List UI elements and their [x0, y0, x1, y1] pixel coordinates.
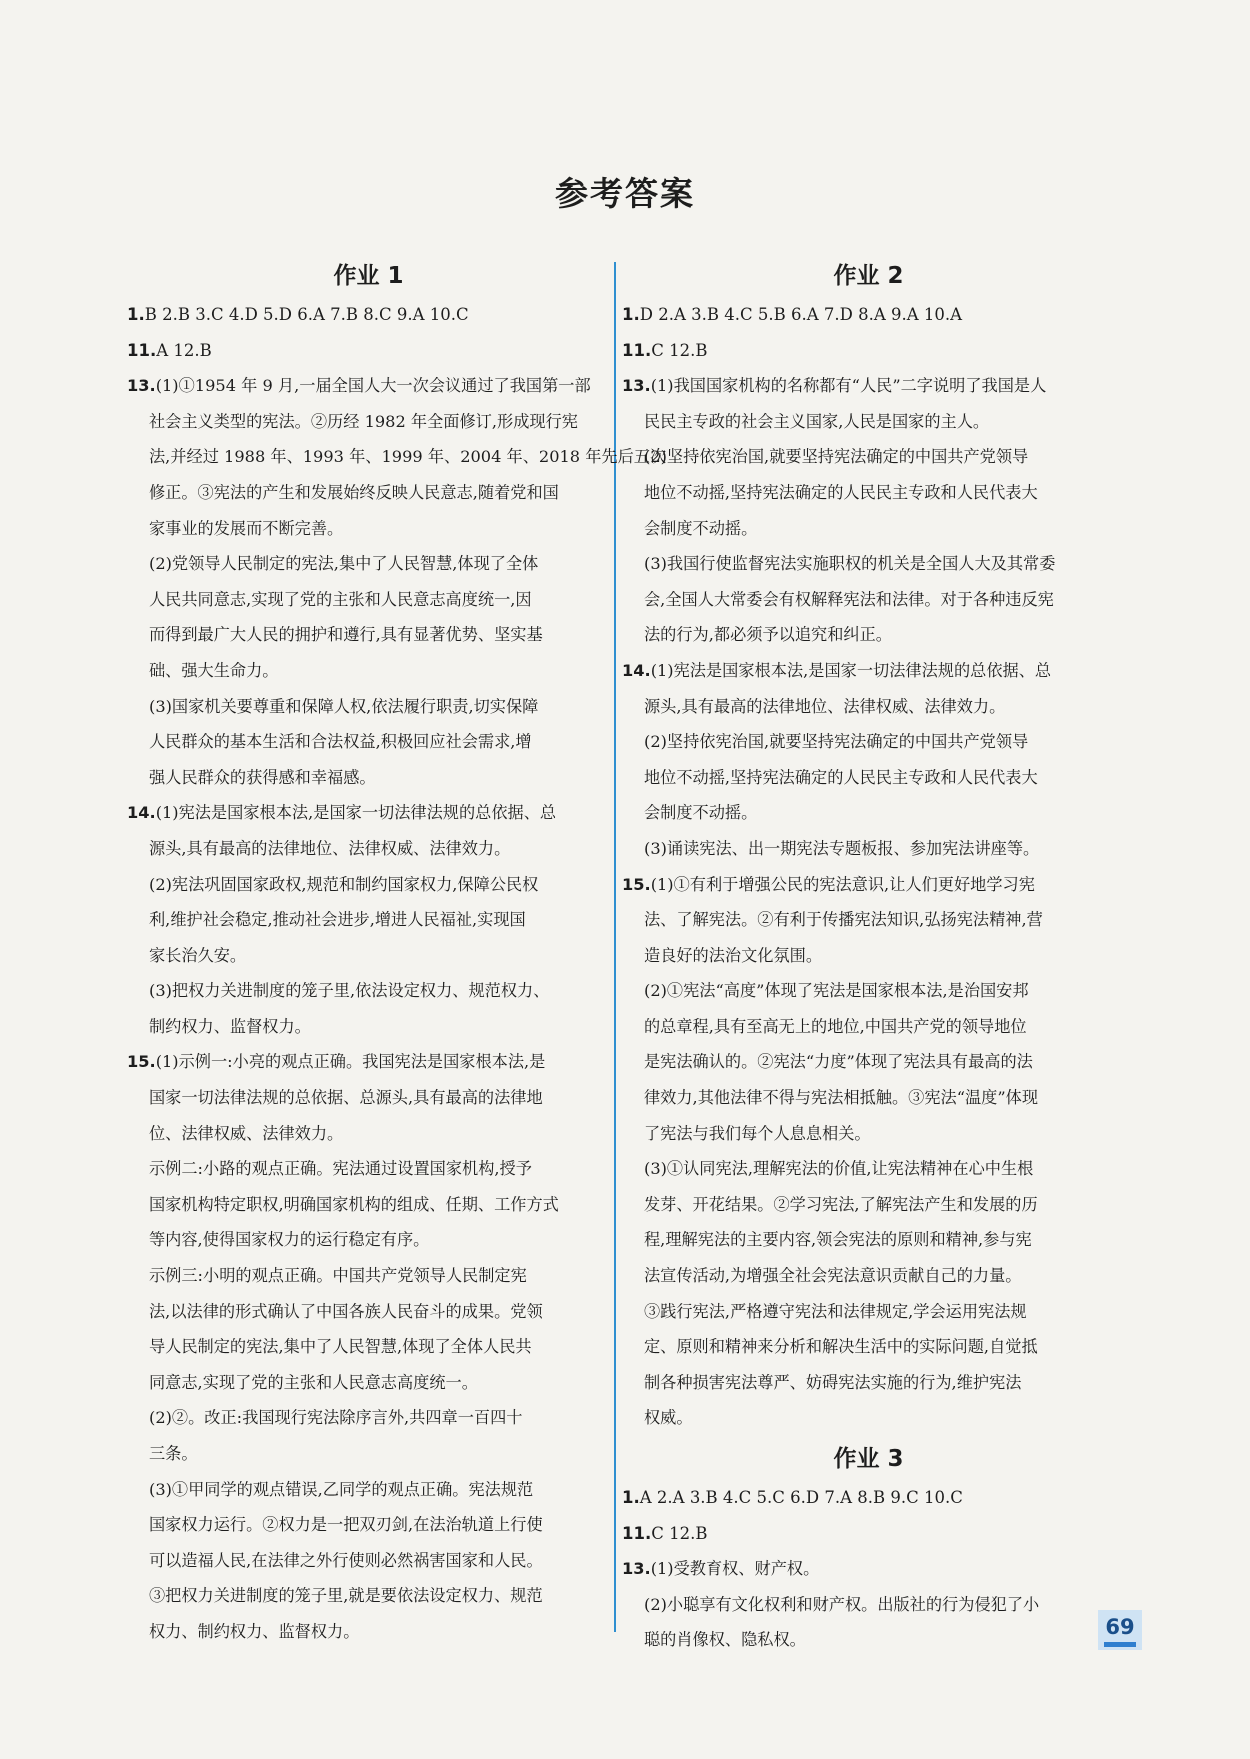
answer-text: 示例三:小明的观点正确。中国共产党领导人民制定宪 [149, 1266, 527, 1286]
page-title: 参考答案 [555, 174, 695, 213]
question-number: 1. [127, 305, 145, 324]
question-number: 14. [127, 803, 156, 823]
answer-line [622, 724, 1115, 760]
answer-text: 础、强大生命力。 [149, 660, 279, 680]
answer-line [622, 1080, 1115, 1116]
answer-line [622, 1587, 1115, 1623]
assignment-heading: 作业 1 [333, 263, 404, 289]
answer-line [127, 1044, 610, 1080]
answer-line [622, 475, 1115, 511]
answer-text: 同意志,实现了党的主张和人民意志高度统一。 [149, 1372, 478, 1392]
answer-text: A 2.A 3.B 4.C 5.C 6.D 7.A 8.B 9.C 10.C [639, 1488, 963, 1507]
answer-text: 权力、制约权力、监督权力。 [149, 1621, 360, 1641]
answer-text: 律效力,其他法律不得与宪法相抵触。③宪法“温度”体现 [644, 1088, 1039, 1108]
answer-line [622, 617, 1115, 653]
answer-line [622, 1151, 1115, 1187]
answer-text: 国家一切法律法规的总依据、总源头,具有最高的法律地 [149, 1088, 543, 1108]
answer-line [127, 795, 610, 831]
answer-line [622, 653, 1115, 689]
answer-text: 了宪法与我们每个人息息相关。 [644, 1123, 871, 1143]
answer-line [622, 1622, 1115, 1658]
answer-text: 而得到最广大人民的拥护和遵行,具有显著优势、坚实基 [149, 625, 543, 645]
answer-line [622, 333, 1115, 369]
answer-text: 权威。 [644, 1408, 693, 1428]
answer-line [127, 1080, 610, 1116]
answer-text: 法,并经过 1988 年、1993 年、1999 年、2004 年、2018 年先后五次 [149, 447, 667, 467]
answer-line [622, 1044, 1115, 1080]
answer-text: 社会主义类型的宪法。②历经 1982 年全面修订,形成现行宪 [149, 411, 578, 431]
answer-text: 家长治久安。 [149, 945, 247, 965]
answer-text: (3)我国行使监督宪法实施职权的机关是全国人大及其常委 [644, 554, 1056, 574]
answer-line [622, 1480, 1115, 1516]
answer-text: (2)小聪享有文化权利和财产权。出版社的行为侵犯了小 [644, 1594, 1040, 1614]
answer-line [127, 1116, 610, 1152]
answer-line [622, 1116, 1115, 1152]
answer-line [127, 1258, 610, 1294]
answer-text: 聪的肖像权、隐私权。 [644, 1630, 806, 1650]
answer-line [622, 1516, 1115, 1552]
answer-text: 等内容,使得国家权力的运行稳定有序。 [149, 1230, 430, 1250]
answer-text: (2)宪法巩固国家政权,规范和制约国家权力,保障公民权 [149, 874, 539, 894]
answer-text: 定、原则和精神来分析和解决生活中的实际问题,自觉抵 [644, 1337, 1038, 1357]
answer-line [127, 1400, 610, 1436]
answer-text: D 2.A 3.B 4.C 5.B 6.A 7.D 8.A 9.A 10.A [639, 305, 963, 324]
answer-text: (1)①有利于增强公民的宪法意识,让人们更好地学习宪 [650, 874, 1035, 894]
answer-text: 法的行为,都必须予以追究和纠正。 [644, 625, 892, 645]
answer-text: (1)我国国家机构的名称都有“人民”二字说明了我国是人 [650, 376, 1047, 396]
answer-line [622, 938, 1115, 974]
answer-line [127, 689, 610, 725]
question-number: 11. [127, 340, 157, 360]
answer-line [127, 297, 610, 333]
answer-line [622, 867, 1115, 903]
answer-list [622, 1480, 1115, 1658]
answer-text: (1)受教育权、财产权。 [650, 1559, 820, 1579]
answer-line [127, 1294, 610, 1330]
answer-line [622, 1400, 1115, 1436]
answer-text: (3)把权力关进制度的笼子里,依法设定权力、规范权力、 [149, 981, 550, 1001]
answer-text: B 2.B 3.C 4.D 5.D 6.A 7.B 8.C 9.A 10.C [144, 305, 469, 324]
answer-line [622, 404, 1115, 440]
question-number: 11. [622, 1523, 652, 1543]
answer-text: 示例二:小路的观点正确。宪法通过设置国家机构,授予 [149, 1159, 532, 1179]
answer-text: C 12.B [651, 340, 708, 360]
answer-line [127, 1329, 610, 1365]
answer-text: 源头,具有最高的法律地位、法律权威、法律效力。 [644, 696, 1006, 716]
answer-text: 法宣传活动,为增强全社会宪法意识贡献自己的力量。 [644, 1266, 1022, 1286]
answer-line [127, 973, 610, 1009]
answer-text: (2)坚持依宪治国,就要坚持宪法确定的中国共产党领导 [644, 447, 1029, 467]
answer-text: C 12.B [651, 1523, 708, 1543]
right-column [622, 255, 1115, 1658]
answer-line [127, 475, 610, 511]
answer-text: (1)宪法是国家根本法,是国家一切法律法规的总依据、总 [650, 660, 1052, 680]
answer-text: (1)宪法是国家根本法,是国家一切法律法规的总依据、总 [155, 803, 557, 823]
answer-text: 可以造福人民,在法律之外行使则必然祸害国家和人民。 [149, 1550, 543, 1570]
answer-text: 家事业的发展而不断完善。 [149, 518, 344, 538]
question-number: 13. [622, 376, 651, 396]
answer-line [622, 973, 1115, 1009]
answer-text: 民民主专政的社会主义国家,人民是国家的主人。 [644, 411, 990, 431]
answer-text: 会制度不动摇。 [644, 803, 758, 823]
answer-line [622, 297, 1115, 333]
answer-text: (3)①甲同学的观点错误,乙同学的观点正确。宪法规范 [149, 1479, 534, 1499]
answer-line [127, 333, 610, 369]
answer-text: 造良好的法治文化氛围。 [644, 945, 823, 965]
left-column [127, 255, 667, 1650]
answer-line [127, 1151, 610, 1187]
question-number: 13. [127, 376, 156, 396]
answer-text: ③践行宪法,严格遵守宪法和法律规定,学会运用宪法规 [644, 1301, 1027, 1321]
answer-text: 制各种损害宪法尊严、妨碍宪法实施的行为,维护宪法 [644, 1372, 1022, 1392]
assignment-heading: 作业 3 [833, 1446, 904, 1472]
answer-line [622, 831, 1115, 867]
answer-line [622, 1365, 1115, 1401]
answer-line [127, 760, 610, 796]
answer-line [127, 1222, 610, 1258]
answer-line [127, 404, 610, 440]
answer-line [622, 368, 1115, 404]
answer-text: 地位不动摇,坚持宪法确定的人民民主专政和人民代表大 [644, 482, 1038, 502]
answer-line [127, 938, 610, 974]
answer-text: A 12.B [156, 340, 212, 360]
answer-line [622, 760, 1115, 796]
answer-line [622, 1294, 1115, 1330]
answer-text: 人民群众的基本生活和合法权益,积极回应社会需求,增 [149, 732, 532, 752]
answer-text: 国家权力运行。②权力是一把双刃剑,在法治轨道上行使 [149, 1515, 543, 1535]
answer-line [622, 511, 1115, 547]
answer-text: 的总章程,具有至高无上的地位,中国共产党的领导地位 [644, 1016, 1027, 1036]
answer-line [127, 546, 610, 582]
answer-line [622, 1258, 1115, 1294]
answer-text: (3)国家机关要尊重和保障人权,依法履行职责,切实保障 [149, 696, 539, 716]
answer-line [127, 1365, 610, 1401]
question-number: 11. [622, 340, 652, 360]
answer-line [622, 689, 1115, 725]
answer-text: (1)①1954 年 9 月,一届全国人大一次会议通过了我国第一部 [155, 376, 591, 396]
question-number: 14. [622, 660, 651, 680]
answer-line [622, 546, 1115, 582]
answer-line [622, 1222, 1115, 1258]
answer-line [622, 795, 1115, 831]
answer-text: 三条。 [149, 1444, 198, 1463]
answer-text: 发芽、开花结果。②学习宪法,了解宪法产生和发展的历 [644, 1194, 1038, 1214]
page-number: 69 [1105, 1615, 1135, 1639]
answer-line [127, 1436, 610, 1472]
answer-line [127, 1009, 610, 1045]
answer-text: 制约权力、监督权力。 [149, 1016, 311, 1036]
badge-strip [1104, 1642, 1136, 1647]
answer-text: 程,理解宪法的主要内容,领会宪法的原则和精神,参与宪 [644, 1230, 1032, 1250]
answer-text: (2)党领导人民制定的宪法,集中了人民智慧,体现了全体 [149, 554, 539, 574]
answer-text: (2)坚持依宪治国,就要坚持宪法确定的中国共产党领导 [644, 732, 1029, 752]
answer-text: 地位不动摇,坚持宪法确定的人民民主专政和人民代表大 [644, 767, 1038, 787]
answer-line [127, 1614, 610, 1650]
answer-line [622, 1009, 1115, 1045]
answer-line [127, 1578, 610, 1614]
question-number: 15. [622, 874, 651, 894]
answer-text: 强人民群众的获得感和幸福感。 [149, 767, 376, 787]
answer-line [127, 653, 610, 689]
answer-line [622, 439, 1115, 475]
answer-line [127, 439, 667, 475]
answer-text: (3)诵读宪法、出一期宪法专题板报、参加宪法讲座等。 [644, 838, 1040, 858]
answer-text: 会,全国人大常委会有权解释宪法和法律。对于各种违反宪 [644, 589, 1054, 609]
answer-line [127, 1507, 610, 1543]
answer-list [622, 297, 1115, 1436]
answer-line [127, 902, 610, 938]
answer-line [127, 724, 610, 760]
question-number: 1. [622, 1488, 640, 1507]
answer-line [127, 1543, 610, 1579]
answer-line [622, 582, 1115, 618]
answer-line [622, 1551, 1115, 1587]
answer-line [622, 902, 1115, 938]
answer-line [127, 582, 610, 618]
answer-text: 国家机构特定职权,明确国家机构的组成、任期、工作方式 [149, 1194, 559, 1214]
question-number: 13. [622, 1559, 651, 1579]
answer-text: 是宪法确认的。②宪法“力度”体现了宪法具有最高的法 [644, 1052, 1033, 1072]
question-number: 15. [127, 1052, 156, 1072]
answer-text: 位、法律权威、法律效力。 [149, 1123, 344, 1143]
answer-line [622, 1187, 1115, 1223]
answer-list [127, 297, 667, 1650]
question-number: 1. [622, 305, 640, 324]
answer-line [127, 511, 610, 547]
answer-text: (3)①认同宪法,理解宪法的价值,让宪法精神在心中生根 [644, 1159, 1034, 1179]
answer-text: 源头,具有最高的法律地位、法律权威、法律效力。 [149, 838, 511, 858]
assignment-heading: 作业 2 [833, 263, 904, 289]
answer-text: 利,维护社会稳定,推动社会进步,增进人民福祉,实现国 [149, 910, 526, 930]
answer-text: ③把权力关进制度的笼子里,就是要依法设定权力、规范 [149, 1586, 543, 1606]
answer-text: 修正。③宪法的产生和发展始终反映人民意志,随着党和国 [149, 482, 559, 502]
answer-line [127, 617, 610, 653]
answer-line [127, 1472, 610, 1508]
answer-text: 会制度不动摇。 [644, 518, 758, 538]
answer-text: (1)示例一:小亮的观点正确。我国宪法是国家根本法,是 [155, 1052, 546, 1072]
answer-line [622, 1329, 1115, 1365]
answer-line [127, 831, 610, 867]
answer-text: (2)①宪法“高度”体现了宪法是国家根本法,是治国安邦 [644, 981, 1029, 1001]
answer-line [127, 867, 610, 903]
answer-text: 导人民制定的宪法,集中了人民智慧,体现了全体人民共 [149, 1337, 532, 1357]
page-number-badge [1098, 1610, 1142, 1650]
answer-line [127, 1187, 610, 1223]
answer-line [127, 368, 610, 404]
answer-text: 法,以法律的形式确认了中国各族人民奋斗的成果。党领 [149, 1301, 543, 1321]
answer-text: (2)②。改正:我国现行宪法除序言外,共四章一百四十 [149, 1408, 523, 1428]
answer-text: 法、了解宪法。②有利于传播宪法知识,弘扬宪法精神,营 [644, 910, 1043, 930]
answer-text: 人民共同意志,实现了党的主张和人民意志高度统一,因 [149, 589, 532, 609]
